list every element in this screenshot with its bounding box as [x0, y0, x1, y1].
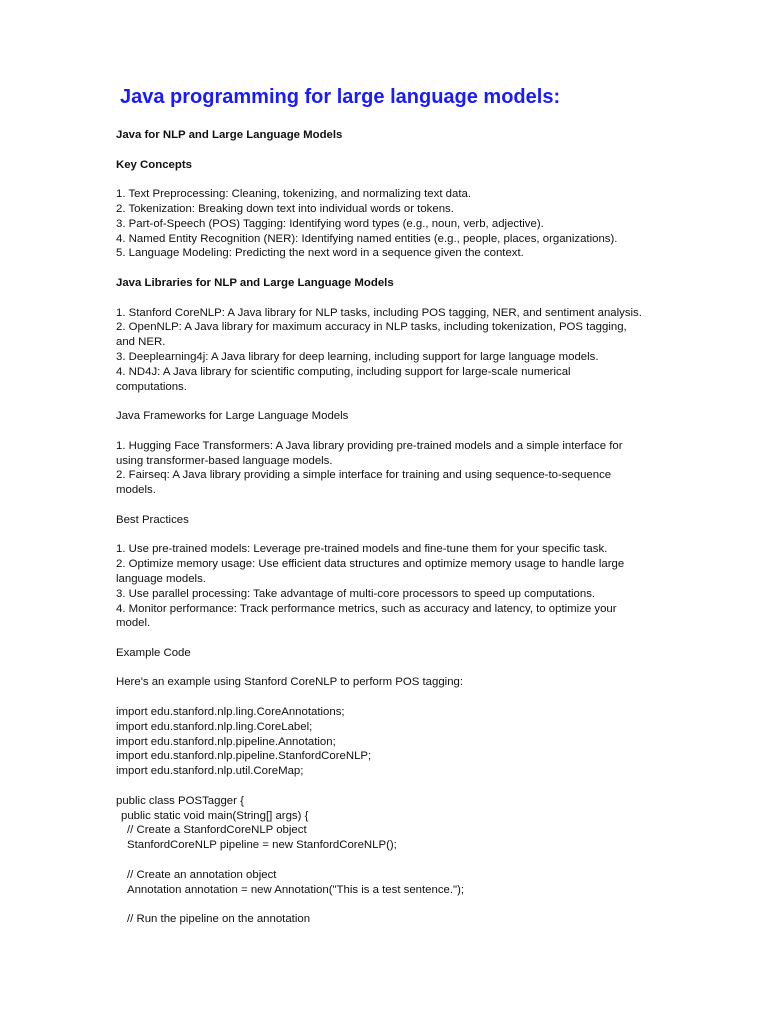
spacer [116, 172, 656, 187]
list-item: 2. Fairseq: A Java library providing a simple interface for training and using sequence-to-sequence [116, 469, 612, 482]
list-item-continued: models. [116, 484, 156, 497]
section-heading-example-code: Example Code [116, 646, 191, 659]
spacer [116, 291, 656, 306]
spacer [116, 661, 656, 676]
list-item: 1. Text Preprocessing: Cleaning, tokenizing, and normalizing text data. [116, 188, 471, 201]
code-line: import edu.stanford.nlp.ling.CoreLabel; [116, 720, 313, 733]
code-line: import edu.stanford.nlp.ling.CoreAnnotations; [116, 706, 345, 719]
list-item: 2. Optimize memory usage: Use efficient data structures and optimize memory usage to handle large [116, 558, 625, 571]
list-item: 1. Hugging Face Transformers: A Java library providing pre-trained models and a simple interface for [116, 439, 623, 452]
section-heading-frameworks: Java Frameworks for Large Language Models [116, 410, 349, 423]
document-body [116, 128, 656, 927]
section-heading-best-practices: Best Practices [116, 513, 189, 526]
code-line: // Create a StanfordCoreNLP object [127, 824, 307, 837]
example-intro: Here's an example using Stanford CoreNLP to perform POS tagging: [116, 676, 464, 689]
list-item: 1. Stanford CoreNLP: A Java library for NLP tasks, including POS tagging, NER, and sentiment analysis. [116, 306, 642, 319]
code-line: import edu.stanford.nlp.pipeline.Annotation; [116, 735, 336, 748]
list-item: 4. Named Entity Recognition (NER): Identifying named entities (e.g., people, places, organizations). [116, 232, 618, 245]
list-item: 2. Tokenization: Breaking down text into individual words or tokens. [116, 202, 454, 215]
list-item-continued: and NER. [116, 336, 166, 349]
spacer [116, 261, 656, 276]
spacer [116, 853, 656, 868]
code-line: StanfordCoreNLP pipeline = new StanfordCoreNLP(); [127, 839, 397, 852]
list-item-continued: computations. [116, 380, 187, 393]
spacer [116, 528, 656, 543]
code-line: import edu.stanford.nlp.pipeline.StanfordCoreNLP; [116, 750, 372, 763]
spacer [116, 424, 656, 439]
spacer [116, 143, 656, 158]
section-heading-libraries: Java Libraries for NLP and Large Language Models [116, 276, 394, 289]
code-line: public static void main(String[] args) { [121, 809, 309, 822]
list-item-continued: language models. [116, 572, 206, 585]
spacer [116, 779, 656, 794]
code-line: public class POSTagger { [116, 794, 244, 807]
code-line: // Create an annotation object [127, 868, 277, 881]
section-heading-key-concepts: Key Concepts [116, 158, 192, 171]
list-item-continued: model. [116, 617, 151, 630]
list-item: 3. Deeplearning4j: A Java library for deep learning, including support for large language models. [116, 350, 599, 363]
code-line: Annotation annotation = new Annotation("This is a test sentence."); [127, 883, 465, 896]
spacer [116, 690, 656, 705]
list-item: 4. Monitor performance: Track performance metrics, such as accuracy and latency, to optimize your [116, 602, 617, 615]
code-line: // Run the pipeline on the annotation [127, 913, 311, 926]
list-item: 3. Part-of-Speech (POS) Tagging: Identifying word types (e.g., noun, verb, adjective). [116, 217, 544, 230]
list-item: 5. Language Modeling: Predicting the next word in a sequence given the context. [116, 247, 524, 260]
spacer [116, 631, 656, 646]
spacer [116, 394, 656, 409]
list-item: 1. Use pre-trained models: Leverage pre-trained models and fine-tune them for your specific task. [116, 543, 608, 556]
section-heading-main: Java for NLP and Large Language Models [116, 129, 343, 141]
spacer [116, 498, 656, 513]
list-item-continued: using transformer-based language models. [116, 454, 333, 467]
list-item: 2. OpenNLP: A Java library for maximum accuracy in NLP tasks, including tokenization, POS tagging, [116, 321, 627, 334]
document-title: Java programming for large language models: [120, 86, 561, 108]
list-item: 3. Use parallel processing: Take advantage of multi-core processors to speed up computations. [116, 587, 596, 600]
list-item: 4. ND4J: A Java library for scientific computing, including support for large-scale numerical [116, 365, 571, 378]
code-line: import edu.stanford.nlp.util.CoreMap; [116, 765, 304, 778]
spacer [116, 897, 656, 912]
